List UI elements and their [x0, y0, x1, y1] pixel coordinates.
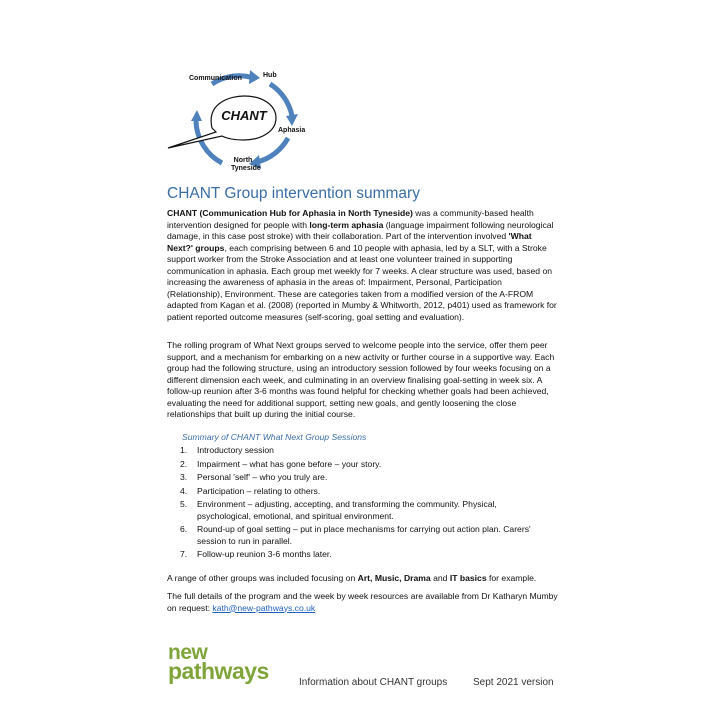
logo-line-pathways: pathways: [168, 658, 269, 684]
arrowhead-left: [191, 110, 202, 121]
para1-text-3: , each comprising between 6 and 10 people with aphasia, led by a SLT, with a Stroke support worker from the Stroke Association and at least one volunteer trained in supporting communication in aphasia. Each group met weekly for 7 weeks. A clear structure was used, based on increasing the awareness of aphasia in the areas of: Impairment, Personal, Participation (Relationship), Environment. These are categories taken from a modified version of the A-FROM adapted from Kagan et al. (2008) (reported in Mumby & Whitworth, 2012, p401) used as framework for patient reported outcome measures (self-scoring, goal setting and evaluation).: [167, 242, 557, 322]
chant-definition: CHANT (Communication Hub for Aphasia in North Tyneside): [167, 208, 413, 218]
it-basics-term: IT basics: [449, 573, 487, 583]
list-item: [180, 472, 540, 484]
list-item-number: 2.: [180, 458, 188, 469]
list-item-number: 7.: [180, 549, 188, 559]
new-pathways-logo: [168, 641, 269, 684]
list-item: [180, 524, 540, 547]
contact-paragraph: [167, 591, 559, 614]
list-item: [180, 459, 540, 471]
arts-groups-term: Art, Music, Drama: [357, 573, 431, 583]
other-groups-paragraph: [167, 573, 559, 585]
arrowhead-top: [249, 70, 260, 84]
list-item-text: Personal 'self' – who you truly are.: [197, 472, 328, 482]
list-item-text: Follow-up reunion 3-6 months later.: [197, 549, 332, 559]
diagram-label-communication: Communication: [189, 75, 242, 82]
list-item-number: 3.: [180, 472, 188, 482]
para1-text-2: (language impairment following neurological damage, in this case post stroke) with their collaboration. Part of the intervention involved: [167, 219, 554, 241]
list-item: [180, 486, 540, 498]
diagram-label-north-tyneside: [231, 157, 261, 173]
list-item: [180, 445, 540, 457]
list-item-number: 6.: [180, 524, 188, 534]
list-item-text: Participation – relating to others.: [197, 485, 321, 496]
list-item-number: 1.: [180, 445, 188, 455]
intro-paragraph: [167, 208, 559, 323]
arrow-arc-bottom: [257, 138, 288, 162]
list-item-text: Impairment – what has gone before – your story.: [197, 458, 382, 469]
rolling-program-paragraph: The rolling program of What Next groups served to welcome people into the service, offer them peer support, and a mechanism for embarking on a new activity or further course in a supportive way. Each group had the following structure, using an introductory session followed by four weeks focusing on a different dimension each week, and culminating in an overview finalising goal-setting in week six. A follow-up reunion after 3-6 months was found helpful for checking whether goals had been achieved, evaluating the need for additional support, setting new goals, and gently loosening the close relationships that built up during the initial course.: [167, 340, 555, 419]
logo-line-new: new: [168, 641, 208, 664]
para3-text-3: for example.: [486, 573, 537, 583]
diagram-label-tyneside: Tyneside: [231, 165, 261, 172]
list-item-number: 5.: [180, 499, 188, 509]
diagram-label-aphasia: Aphasia: [278, 127, 306, 134]
diagram-label-north: North: [233, 157, 253, 164]
list-item: [180, 549, 540, 561]
para4-text: The full details of the program and the week by week resources are available from Dr Katharyn Mumby on request:: [167, 591, 558, 613]
list-item-text: Introductory session: [197, 445, 274, 455]
page-title: CHANT Group intervention summary: [167, 185, 420, 202]
email-link[interactable]: kath@new-pathways.co.uk: [212, 602, 316, 613]
list-item-number: 4.: [180, 485, 188, 496]
diagram-label-hub: Hub: [263, 72, 277, 79]
footer-version-text: Sept 2021 version: [473, 677, 554, 688]
list-item-text: Environment – adjusting, accepting, and transforming the community. Physical, psychological, emotional, and spiritual environment.: [197, 499, 497, 521]
para3-text-1: A range of other groups was included focusing on: [167, 573, 358, 583]
arrowhead-right: [286, 114, 298, 126]
chant-cycle-diagram: [160, 66, 320, 178]
para3-text-2: and: [430, 573, 450, 583]
sessions-list: [180, 445, 540, 563]
sessions-summary-title: Summary of CHANT What Next Group Sessions: [182, 432, 367, 442]
long-term-aphasia-term: long-term aphasia: [309, 219, 384, 230]
footer-info-text: Information about CHANT groups: [299, 677, 448, 688]
what-next-groups-term: 'What Next?' groups: [167, 231, 532, 253]
list-item-text: Round-up of goal setting – put in place mechanisms for carrying out action plan. Carers' session to run in parallel.: [197, 524, 531, 546]
diagram-center-label: CHANT: [221, 108, 267, 123]
para1-text-1: was a community-based health intervention designed for people with: [167, 208, 534, 230]
list-item: [180, 499, 540, 522]
